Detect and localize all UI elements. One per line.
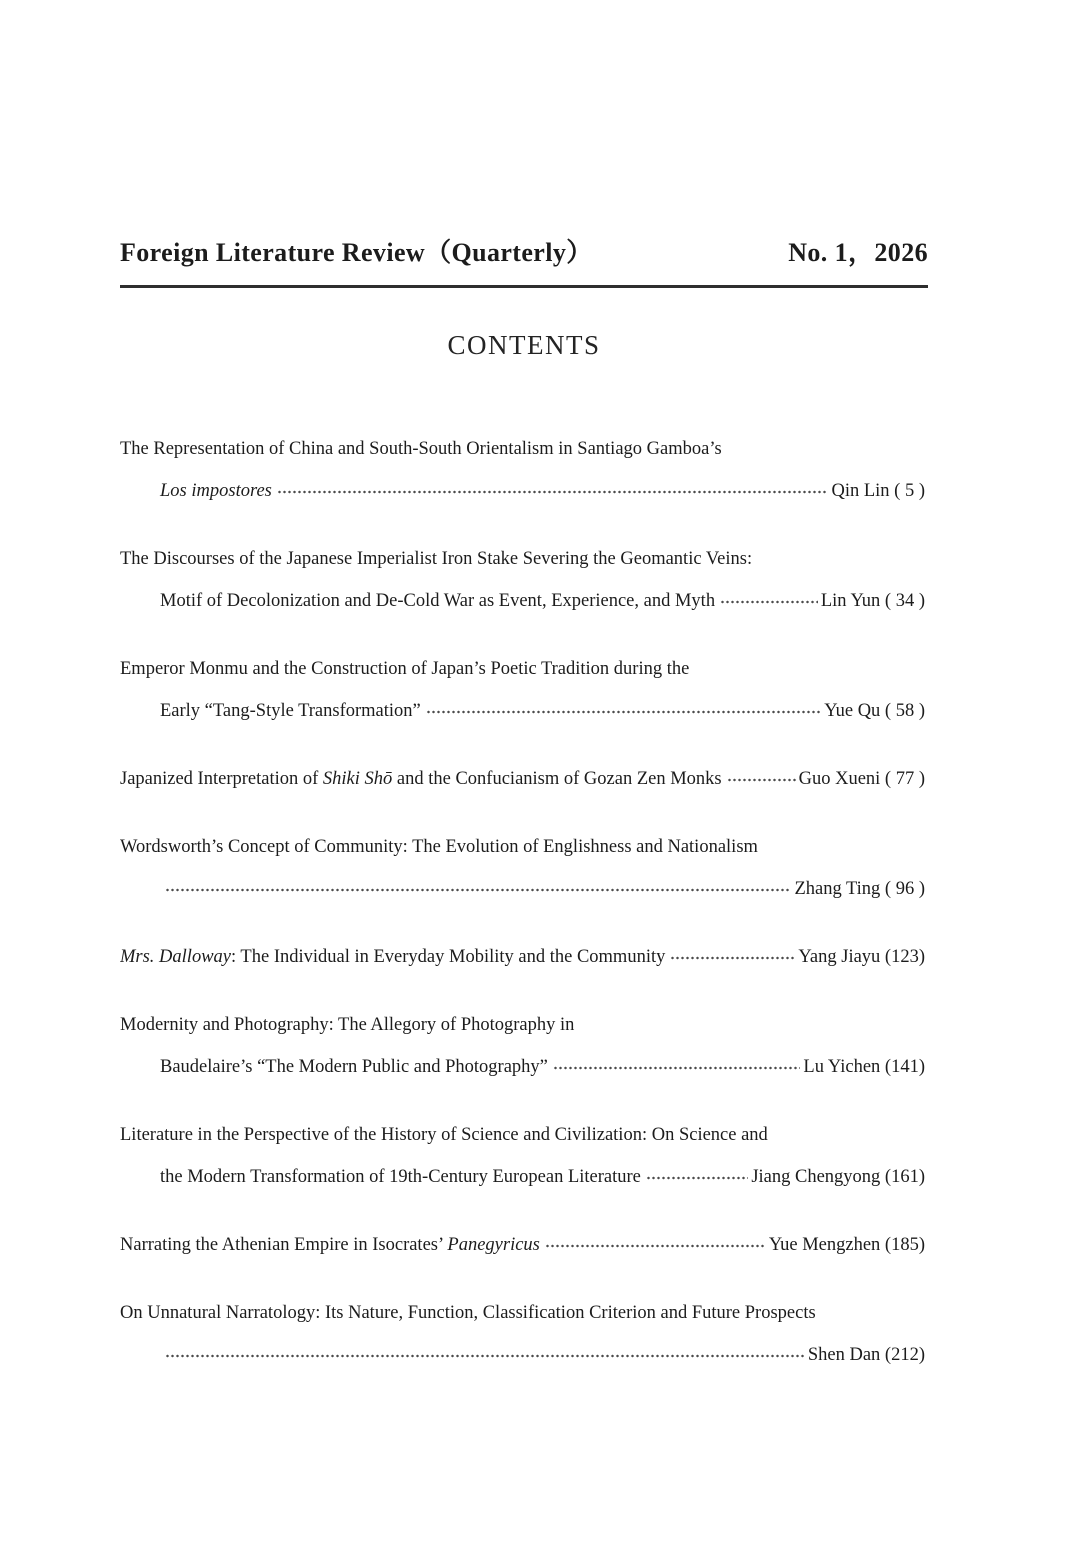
toc-entry: [120, 428, 925, 512]
title-segment: Motif of Decolonization and De-Cold War as Event, Experience, and Myth: [160, 591, 716, 611]
toc-line: [120, 470, 925, 512]
title-segment: Baudelaire’s “The Modern Public and Photography”: [160, 1057, 548, 1077]
issue-number: No. 1，2026: [788, 238, 928, 267]
title-segment-italic: Mrs. Dalloway: [120, 947, 231, 967]
dot-leader: [165, 1352, 805, 1360]
dot-leader: [646, 1174, 748, 1182]
title-segment: Japanized Interpretation of: [120, 769, 323, 789]
author-page-number: Shen Dan (212): [807, 1345, 925, 1365]
author-page-number: Yang Jiayu (123): [798, 947, 925, 967]
toc-entry: [120, 648, 925, 732]
title-segment-italic: Los impostores: [160, 481, 272, 501]
title-segment: the Modern Transformation of 19th-Century European Literature: [160, 1167, 641, 1187]
toc-entry: [120, 826, 925, 910]
article-title-text: [120, 826, 758, 868]
toc-entry: [120, 1114, 925, 1198]
toc-line: [120, 1156, 925, 1198]
dot-leader: [426, 708, 822, 716]
title-segment: Early “Tang-Style Transformation”: [160, 701, 421, 721]
toc-entry: [120, 758, 925, 800]
toc-line: [120, 758, 925, 800]
article-title-text: [120, 758, 722, 800]
toc-line: [120, 538, 925, 580]
toc-line: [120, 1224, 925, 1266]
toc-line: [120, 1046, 925, 1088]
dot-leader: [277, 488, 829, 496]
author-page-number: Yue Mengzhen (185): [768, 1235, 925, 1255]
toc-entry: [120, 1004, 925, 1088]
article-title-text: [120, 1114, 768, 1156]
journal-title: Foreign Literature Review（Quarterly）: [120, 238, 593, 267]
title-segment: and the Confucianism of Gozan Zen Monks: [392, 769, 722, 789]
article-title-text: [120, 1224, 540, 1266]
article-title-text: [160, 690, 421, 732]
title-segment: On Unnatural Narratology: Its Nature, Function, Classification Criterion and Future Prospects: [120, 1303, 816, 1323]
title-segment: Narrating the Athenian Empire in Isocrates’: [120, 1235, 448, 1255]
title-segment: Modernity and Photography: The Allegory of Photography in: [120, 1015, 575, 1035]
title-segment: Wordsworth’s Concept of Community: The Evolution of Englishness and Nationalism: [120, 837, 758, 857]
dot-leader: [553, 1064, 801, 1072]
title-segment-italic: Shiki Shō: [322, 769, 393, 789]
journal-header: [120, 232, 928, 269]
article-title-text: [160, 1156, 641, 1198]
toc-entry: [120, 538, 925, 622]
dot-leader: [727, 776, 796, 784]
dot-leader: [545, 1242, 766, 1250]
toc-line: [120, 1334, 925, 1376]
toc-entry: [120, 1292, 925, 1376]
dot-leader: [670, 954, 795, 962]
article-title-text: [160, 580, 715, 622]
toc-line: [120, 690, 925, 732]
toc: [120, 428, 925, 1402]
author-page-number: Zhang Ting ( 96 ): [794, 879, 925, 899]
title-segment: Emperor Monmu and the Construction of Japan’s Poetic Tradition during the: [120, 659, 690, 679]
author-page-number: Lin Yun ( 34 ): [820, 591, 925, 611]
article-title-text: [120, 428, 722, 470]
dot-leader: [165, 886, 791, 894]
toc-line: [120, 826, 925, 868]
toc-line: [120, 648, 925, 690]
toc-entry: [120, 1224, 925, 1266]
author-page-number: Lu Yichen (141): [803, 1057, 925, 1077]
author-page-number: Jiang Chengyong (161): [751, 1167, 925, 1187]
toc-line: [120, 868, 925, 910]
dot-leader: [720, 598, 818, 606]
toc-line: [120, 428, 925, 470]
article-title-text: [160, 1046, 548, 1088]
toc-line: [120, 1114, 925, 1156]
article-title-text: [120, 538, 752, 580]
author-page-number: Qin Lin ( 5 ): [831, 481, 925, 501]
title-segment: Literature in the Perspective of the History of Science and Civilization: On Science and: [120, 1125, 768, 1145]
title-segment: The Discourses of the Japanese Imperialist Iron Stake Severing the Geomantic Veins:: [120, 549, 753, 569]
title-segment: : The Individual in Everyday Mobility and the Community: [231, 947, 666, 967]
toc-line: [120, 936, 925, 978]
toc-line: [120, 580, 925, 622]
author-page-number: Yue Qu ( 58 ): [824, 701, 925, 721]
article-title-text: [120, 1004, 574, 1046]
article-title-text: [120, 1292, 816, 1334]
article-title-text: [120, 936, 665, 978]
title-segment-italic: Panegyricus: [447, 1235, 540, 1255]
article-title-text: [120, 648, 689, 690]
toc-entry: [120, 936, 925, 978]
article-title-text: [160, 470, 272, 512]
title-segment: The Representation of China and South-South Orientalism in Santiago Gamboa’s: [120, 439, 722, 459]
header-rule: [120, 285, 928, 288]
author-page-number: Guo Xueni ( 77 ): [798, 769, 925, 789]
toc-line: [120, 1004, 925, 1046]
toc-line: [120, 1292, 925, 1334]
contents-heading: CONTENTS: [447, 330, 601, 360]
